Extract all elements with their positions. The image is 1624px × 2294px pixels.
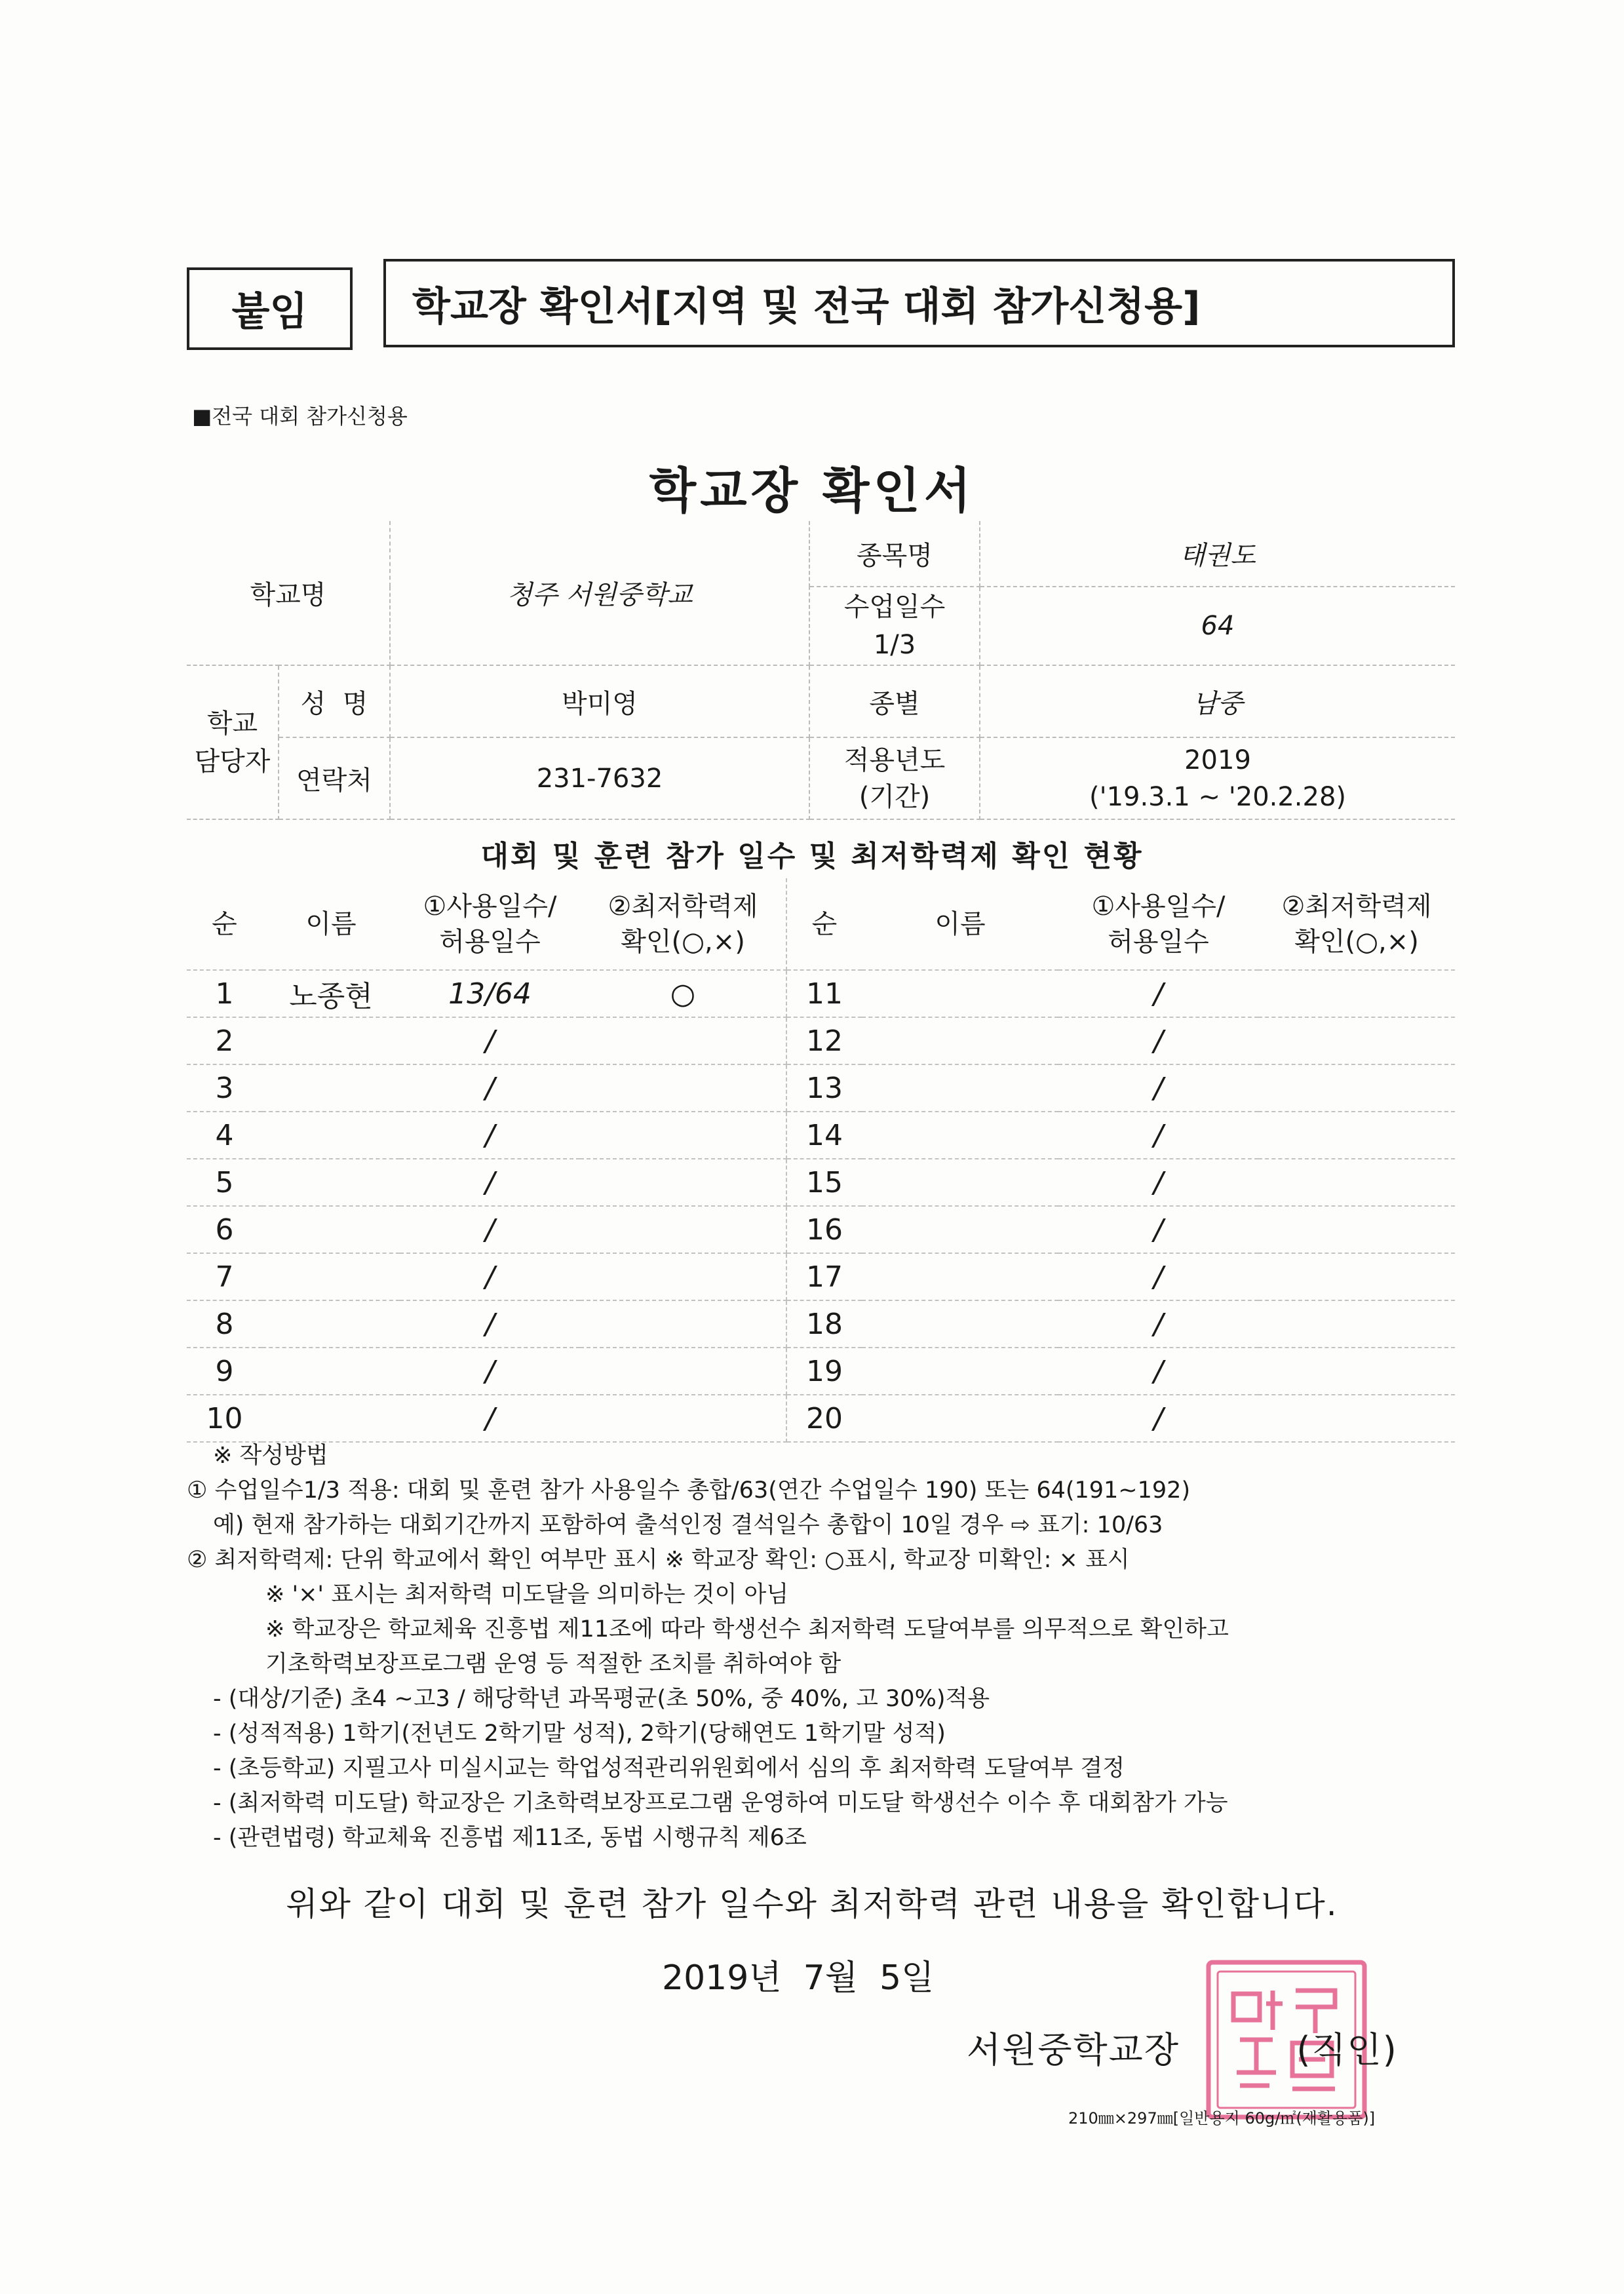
row-no-left: 9 (187, 1348, 262, 1395)
instruction-line: ※ 작성방법 (213, 1443, 328, 1469)
row-min-academic-left (580, 1253, 786, 1300)
row-name-right (862, 1253, 1058, 1300)
school-name-value: 청주 서원중학교 (390, 521, 809, 665)
row-name-right (862, 970, 1058, 1017)
document-title: 학교장 확인서 (649, 463, 975, 519)
row-min-academic-right (1258, 1112, 1455, 1159)
row-used-days-right: / (1058, 1206, 1258, 1253)
row-name-right (862, 1017, 1058, 1064)
row-used-days-right: / (1058, 970, 1258, 1017)
year-value (980, 737, 1455, 819)
row-no-left: 6 (187, 1206, 262, 1253)
row-min-academic-left: ○ (580, 970, 786, 1017)
form-title: 학교장 확인서[지역 및 전국 대회 참가신청용] (383, 259, 1455, 347)
row-no-left: 2 (187, 1017, 262, 1064)
sport-label: 종목명 (809, 521, 980, 587)
row-no-right: 13 (786, 1064, 862, 1112)
header-used-days-left (400, 878, 580, 970)
header-min-academic-right-l2: 확인(○,×) (1294, 926, 1419, 957)
row-name-left (262, 1300, 400, 1348)
row-no-left: 10 (187, 1395, 262, 1442)
participation-rows (187, 970, 1455, 1442)
row-used-days-left: / (400, 1017, 580, 1064)
instruction-line: 기초학력보장프로그램 운영 등 적절한 조치를 취하여야 함 (265, 1651, 841, 1677)
row-name-left (262, 1017, 400, 1064)
row-used-days-left: / (400, 1253, 580, 1300)
school-name-label: 학교명 (187, 521, 390, 665)
row-no-left: 4 (187, 1112, 262, 1159)
row-name-right (862, 1395, 1058, 1442)
instruction-line: - (관련법령) 학교체육 진흥법 제11조, 동법 시행규칙 제6조 (213, 1825, 807, 1851)
instruction-line: ② 최저학력제: 단위 학교에서 확인 여부만 표시 ※ 학교장 확인: ○표시, 학교장 미확인: × 표시 (187, 1547, 1130, 1573)
header-name-right: 이름 (862, 878, 1058, 970)
issue-date: 2019년 7월 5일 (662, 1958, 935, 1998)
row-name-right (862, 1112, 1058, 1159)
row-no-left: 8 (187, 1300, 262, 1348)
header-no-right: 순 (786, 878, 862, 970)
year-value-period: ('19.3.1 ~ '20.2.28) (1089, 781, 1347, 812)
row-used-days-right: / (1058, 1253, 1258, 1300)
row-used-days-left: / (400, 1112, 580, 1159)
row-name-left (262, 1112, 400, 1159)
row-no-right: 18 (786, 1300, 862, 1348)
row-no-left: 5 (187, 1159, 262, 1206)
row-name-right (862, 1064, 1058, 1112)
row-name-left: 노종현 (262, 970, 400, 1017)
class-days-label-line1: 수업일수 (843, 592, 946, 622)
row-min-academic-right (1258, 1300, 1455, 1348)
contact-label: 연락처 (279, 737, 390, 819)
manager-label-line2: 담당자 (194, 746, 271, 777)
row-used-days-left: 13/64 (400, 970, 580, 1017)
year-label (809, 737, 980, 819)
row-min-academic-left (580, 1395, 786, 1442)
paper-spec: 210㎜×297㎜[일반용지 60g/㎡(재활용품)] (1068, 2109, 1376, 2128)
row-used-days-right: / (1058, 1159, 1258, 1206)
attachment-label: 붙임 (187, 267, 353, 350)
header-min-academic-left (580, 878, 786, 970)
header-min-academic-left-l1: ②최저학력제 (608, 891, 758, 922)
row-min-academic-left (580, 1017, 786, 1064)
table-row (187, 1395, 1455, 1442)
row-name-right (862, 1206, 1058, 1253)
header-used-days-right-l1: ①사용일수/ (1091, 891, 1226, 922)
instruction-line: - (초등학교) 지필고사 미실시교는 학업성적관리위원회에서 심의 후 최저학력 도달여부 결정 (213, 1755, 1125, 1781)
row-used-days-left: / (400, 1064, 580, 1112)
manager-label-line1: 학교 (206, 708, 258, 739)
signer-name: 서원중학교장 (967, 2029, 1180, 2070)
table-row (187, 1206, 1455, 1253)
row-name-right (862, 1300, 1058, 1348)
row-name-left (262, 1159, 400, 1206)
year-label-line2: (기간) (859, 781, 931, 812)
category-value: 남중 (980, 665, 1455, 737)
writing-instructions (187, 1439, 1471, 1856)
year-value-year: 2019 (1184, 745, 1251, 775)
row-used-days-left: / (400, 1348, 580, 1395)
row-name-left (262, 1206, 400, 1253)
instruction-line: - (최저학력 미도달) 학교장은 기초학력보장프로그램 운영하여 미도달 학생선수 이수 후 대회참가 가능 (213, 1790, 1228, 1816)
row-used-days-left: / (400, 1395, 580, 1442)
row-name-left (262, 1253, 400, 1300)
header-min-academic-right (1258, 878, 1455, 970)
row-min-academic-left (580, 1159, 786, 1206)
row-no-left: 7 (187, 1253, 262, 1300)
row-min-academic-right (1258, 1017, 1455, 1064)
row-no-left: 1 (187, 970, 262, 1017)
row-min-academic-left (580, 1064, 786, 1112)
row-no-left: 3 (187, 1064, 262, 1112)
row-no-right: 12 (786, 1017, 862, 1064)
row-no-right: 17 (786, 1253, 862, 1300)
confirmation-statement: 위와 같이 대회 및 훈련 참가 일수와 최저학력 관련 내용을 확인합니다. (286, 1885, 1338, 1923)
row-name-left (262, 1395, 400, 1442)
school-info-table (187, 521, 1455, 820)
row-min-academic-right (1258, 1395, 1455, 1442)
class-days-label-line2: 1/3 (873, 630, 916, 660)
header-min-academic-left-l2: 확인(○,×) (621, 926, 745, 957)
row-min-academic-left (580, 1206, 786, 1253)
row-min-academic-right (1258, 1253, 1455, 1300)
seal-note: (직인) (1296, 2029, 1398, 2070)
table-row (187, 1017, 1455, 1064)
row-used-days-right: / (1058, 1300, 1258, 1348)
row-min-academic-right (1258, 1159, 1455, 1206)
name-label: 성 명 (279, 665, 390, 737)
row-used-days-right: / (1058, 1112, 1258, 1159)
instruction-line: - (대상/기준) 초4 ~고3 / 해당학년 과목평균(초 50%, 중 40%, 고 30%)적용 (213, 1686, 990, 1712)
contact-value: 231-7632 (390, 737, 809, 819)
row-name-left (262, 1348, 400, 1395)
row-min-academic-right (1258, 1348, 1455, 1395)
row-no-right: 14 (786, 1112, 862, 1159)
row-no-right: 20 (786, 1395, 862, 1442)
row-used-days-right: / (1058, 1064, 1258, 1112)
table-row (187, 1253, 1455, 1300)
participation-table (187, 878, 1455, 1443)
row-used-days-left: / (400, 1206, 580, 1253)
header-min-academic-right-l1: ②최저학력제 (1281, 891, 1432, 922)
row-min-academic-left (580, 1300, 786, 1348)
header-used-days-right-l2: 허용일수 (1108, 926, 1209, 957)
row-no-right: 19 (786, 1348, 862, 1395)
table-row (187, 1300, 1455, 1348)
category-label: 종별 (809, 665, 980, 737)
manager-name-value: 박미영 (390, 665, 809, 737)
header-used-days-left-l2: 허용일수 (439, 926, 541, 957)
instruction-line: ※ '×' 표시는 최저학력 미도달을 의미하는 것이 아님 (265, 1582, 789, 1608)
row-name-right (862, 1159, 1058, 1206)
status-title: 대회 및 훈련 참가 일수 및 최저학력제 확인 현황 (480, 840, 1144, 873)
class-days-label (809, 587, 980, 665)
class-days-value: 64 (980, 587, 1455, 665)
header-name-left: 이름 (262, 878, 400, 970)
row-used-days-right: / (1058, 1348, 1258, 1395)
row-min-academic-right (1258, 970, 1455, 1017)
signer-line (967, 2022, 1398, 2072)
row-name-right (862, 1348, 1058, 1395)
row-min-academic-left (580, 1112, 786, 1159)
table-row (187, 1348, 1455, 1395)
header-used-days-right (1058, 878, 1258, 970)
row-min-academic-left (580, 1348, 786, 1395)
table-row (187, 970, 1455, 1017)
sport-value: 태권도 (980, 521, 1455, 587)
row-min-academic-right (1258, 1064, 1455, 1112)
row-used-days-left: / (400, 1300, 580, 1348)
instruction-line: 예) 현재 참가하는 대회기간까지 포함하여 출석인정 결석일수 총합이 10일 경우 ⇨ 표기: 10/63 (213, 1512, 1163, 1538)
header-used-days-left-l1: ①사용일수/ (423, 891, 557, 922)
year-label-line1: 적용년도 (843, 745, 946, 775)
table-row (187, 1159, 1455, 1206)
instruction-line: ※ 학교장은 학교체육 진흥법 제11조에 따라 학생선수 최저학력 도달여부를 의무적으로 확인하고 (265, 1616, 1229, 1643)
top-note: ■전국 대회 참가신청용 (192, 404, 408, 429)
row-used-days-left: / (400, 1159, 580, 1206)
row-no-right: 11 (786, 970, 862, 1017)
instruction-line: - (성적적용) 1학기(전년도 2학기말 성적), 2학기(당해연도 1학기말 성적) (213, 1720, 946, 1747)
row-no-right: 16 (786, 1206, 862, 1253)
row-no-right: 15 (786, 1159, 862, 1206)
row-used-days-right: / (1058, 1017, 1258, 1064)
manager-label (187, 665, 279, 819)
row-name-left (262, 1064, 400, 1112)
instruction-line: ① 수업일수1/3 적용: 대회 및 훈련 참가 사용일수 총합/63(연간 수업일수 190) 또는 64(191~192) (187, 1477, 1191, 1504)
row-min-academic-right (1258, 1206, 1455, 1253)
row-used-days-right: / (1058, 1395, 1258, 1442)
table-row (187, 1064, 1455, 1112)
table-row (187, 1112, 1455, 1159)
header-no-left: 순 (187, 878, 262, 970)
